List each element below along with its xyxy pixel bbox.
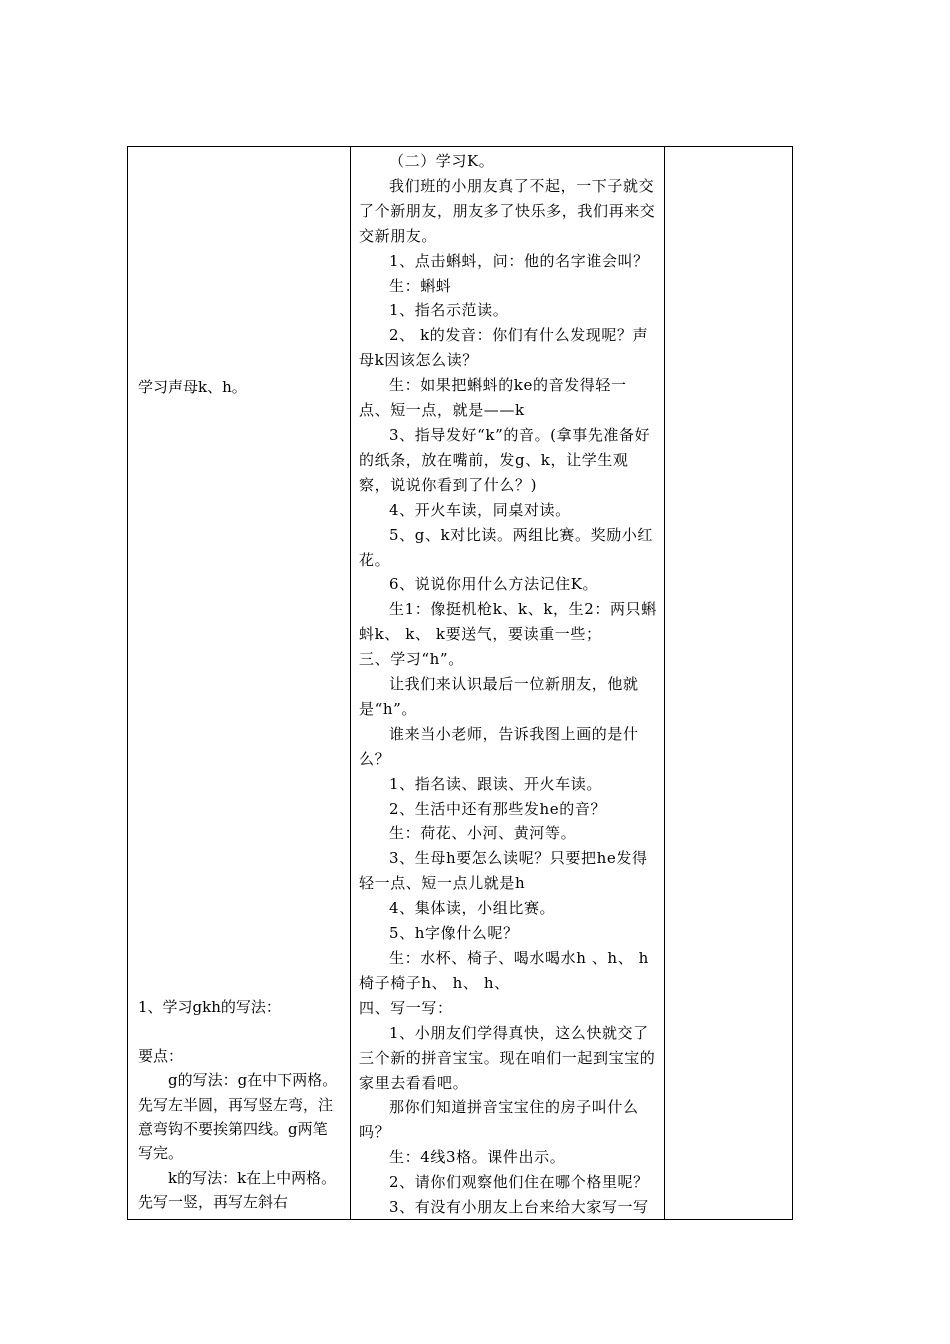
section-heading: 四、写一写： — [359, 998, 453, 1017]
lesson-plan-table — [127, 146, 793, 1220]
writing-notes — [138, 995, 338, 1215]
key-points-label: 要点： — [138, 1046, 184, 1065]
writing-title: 1、学习gkh的写法： — [138, 998, 281, 1016]
paragraph: 生：4线3格。课件出示。 — [389, 1148, 566, 1167]
table-row — [128, 147, 793, 1220]
paragraph: 1、小朋友们学得真快，这么快就交了三个新的拼音宝宝。现在咱们一起到宝宝的家里去看看吧。 — [359, 1023, 656, 1092]
paragraph: （二）学习K。 — [389, 152, 495, 170]
left-column-cell — [128, 147, 351, 1220]
paragraph: 生：蝌蚪 — [389, 276, 452, 295]
paragraph: 那你们知道拼音宝宝住的房子叫什么吗？ — [359, 1098, 639, 1142]
paragraph: 3、指导发好“k”的音。(拿事先准备好的纸条，放在嘴前，发g、k，让学生观察，说说你看到了什么？) — [359, 425, 651, 494]
k-writing-rule: k的写法：k在上中两格。先写一竖，再写左斜右 — [138, 1168, 337, 1212]
paragraph: 6、说说你用什么方法记住K。 — [389, 575, 599, 594]
section-heading: 三、学习“h”。 — [359, 650, 464, 669]
paragraph: 生：如果把蝌蚪的ke的音发得轻一点、短一点，就是——k — [359, 376, 627, 420]
paragraph: 2、请你们观察他们住在哪个格里呢？ — [389, 1173, 649, 1192]
paragraph: 4、集体读，小组比赛。 — [389, 899, 556, 918]
paragraph: 谁来当小老师，告诉我图上画的是什么？ — [359, 724, 639, 768]
paragraph: 5、h字像什么呢？ — [389, 924, 519, 943]
paragraph: 1、点击蝌蚪，问：他的名字谁会叫？ — [389, 251, 649, 270]
paragraph: 让我们来认识最后一位新朋友，他就是“h”。 — [359, 675, 639, 718]
g-writing-rule: g的写法：g在中下两格。先写左半圆，再写竖左弯，注意弯钩不要挨第四线。g两笔写完。 — [138, 1071, 338, 1163]
section-topic: 学习声母k、h。 — [138, 378, 247, 396]
teaching-process-text — [359, 149, 657, 1220]
paragraph: 2、 k的发音：你们有什么发现呢？声母k因该怎么读？ — [359, 326, 649, 370]
paragraph: 我们班的小朋友真了不起，一下子就交了个新朋友，朋友多了快乐多，我们再来交交新朋友。 — [359, 176, 656, 245]
middle-column-cell — [351, 147, 665, 1220]
paragraph: 2、生活中还有那些发he的音？ — [389, 799, 607, 818]
paragraph: 5、g、k对比读。两组比赛。奖励小红花。 — [359, 525, 654, 569]
paragraph: 3、生母h要怎么读呢？只要把he发得轻一点、短一点儿就是h — [359, 849, 648, 893]
paragraph: 3、有没有小朋友上台来给大家写一写 — [389, 1198, 649, 1217]
paragraph: 4、开火车读，同桌对读。 — [389, 500, 571, 519]
paragraph: 1、指名读、跟读、开火车读。 — [389, 774, 602, 793]
paragraph: 1、指名示范读。 — [389, 301, 509, 320]
right-column-cell — [665, 147, 793, 1220]
paragraph: 生：水杯、椅子、喝水喝水h 、h、 h 椅子椅子h、 h、 h、 — [359, 949, 649, 992]
paragraph: 生1：像挺机枪k、k、k，生2：两只蝌蚪k、 k、 k要送气，要读重一些； — [359, 600, 657, 644]
paragraph: 生：荷花、小河、黄河等。 — [389, 824, 577, 843]
